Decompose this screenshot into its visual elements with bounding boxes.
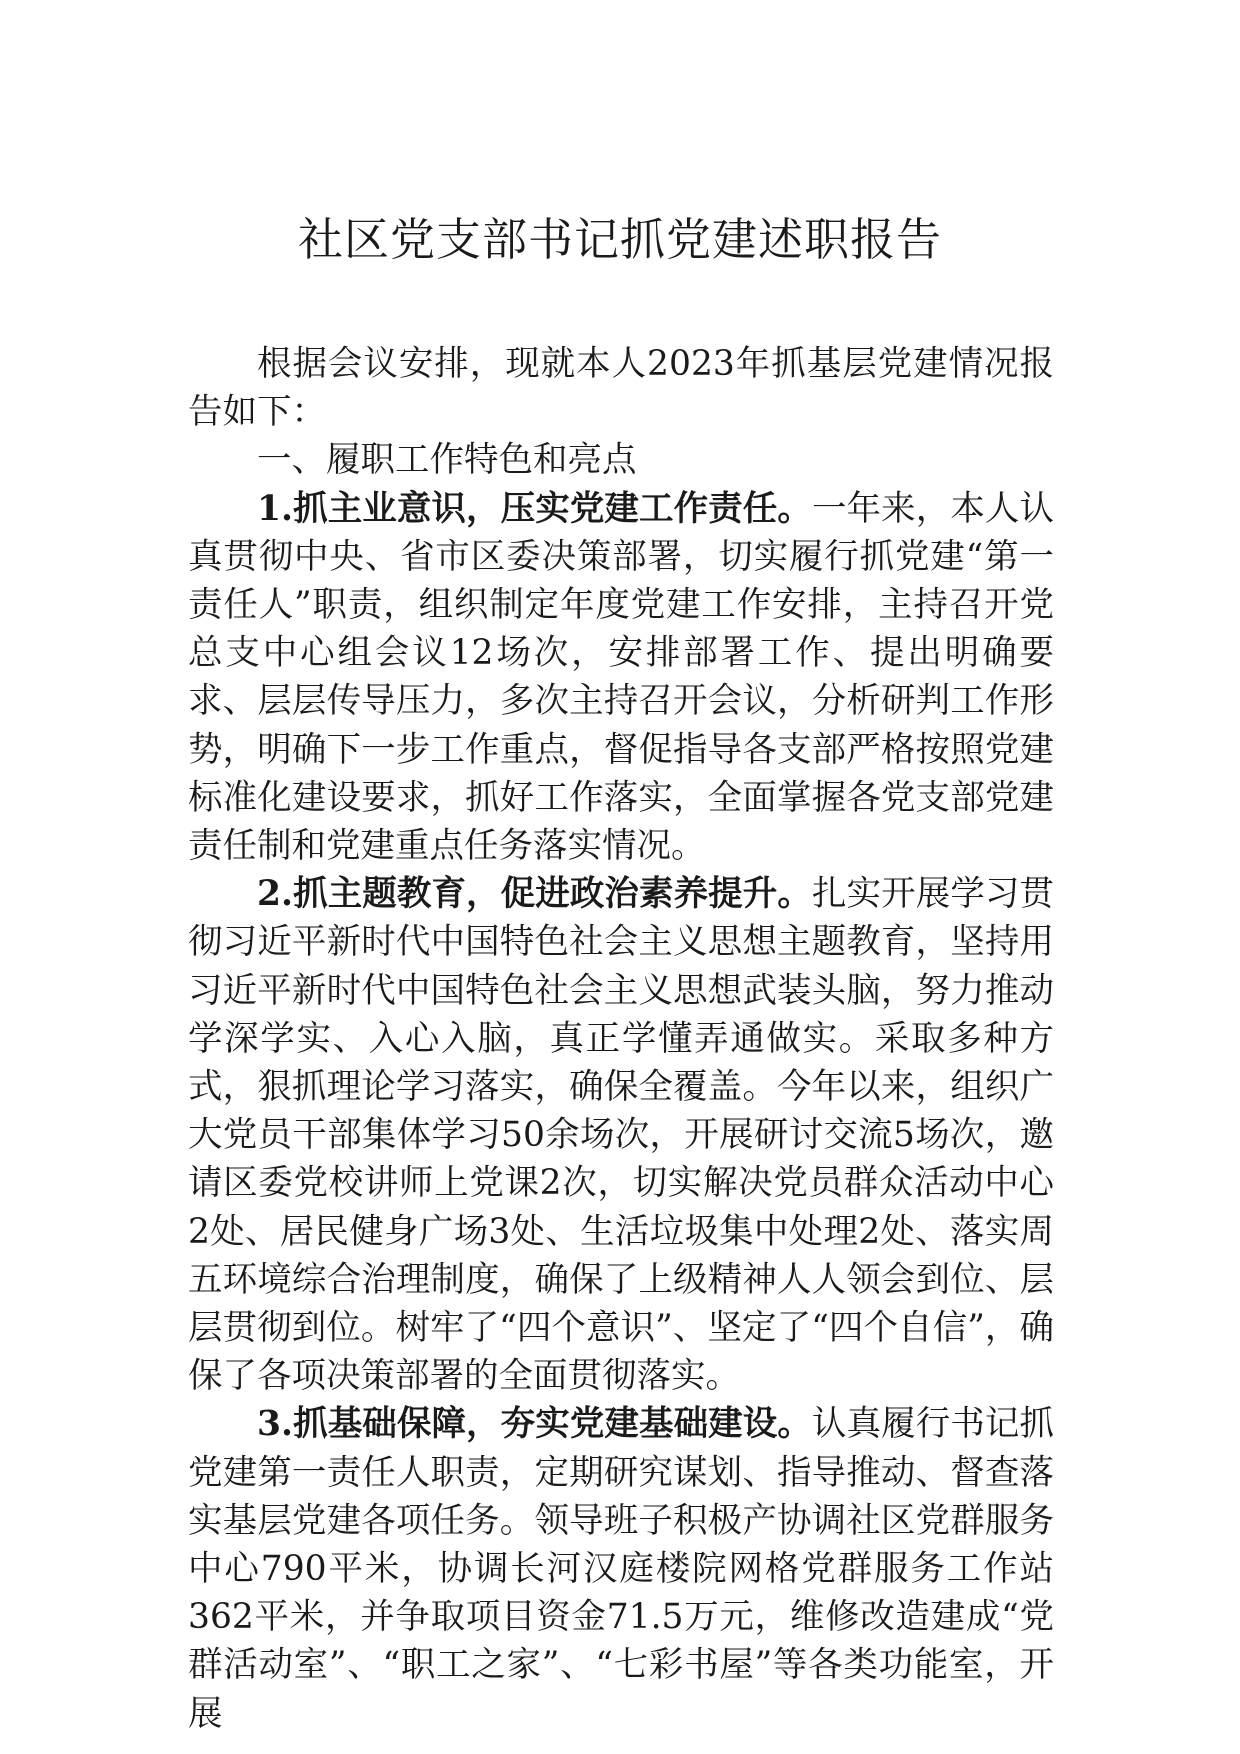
intro-paragraph: 根据会议安排，现就本人2023年抓基层党建情况报告如下：	[188, 344, 1054, 433]
section-heading: 一、履职工作特色和亮点	[257, 440, 637, 481]
paragraph-2-text: 扎实开展学习贯彻习近平新时代中国特色社会主义思想主题教育，坚持用习近平新时代中国特色社会主义思想武装头脑，努力推动学深学实、入心入脑，真正学懂弄通做实。采取多种方式，狠抓理论学习落实，确保全覆盖。今年以来，组织广大党员干部集体学习50余场次，开展研讨交流5场次，邀请区委党校讲师上党课2次，切实解决党员群众活动中心2处、居民健身广场3处、生活垃圾集中处理2处、落实周五环境综合治理制度，确保了上级精神人人领会到位、层层贯彻到位。树牢了“四个意识”、坚定了“四个自信”，确保了各项决策部署的全面贯彻落实。	[188, 874, 1055, 1397]
paragraph-1	[188, 485, 1054, 871]
paragraph-1-lead: 1.抓主业意识，压实党建工作责任。	[257, 488, 812, 529]
paragraph-1-text: 一年来，本人认真贯彻中央、省市区委决策部署，切实履行抓党建“第一责任人”职责，组织制定年度党建工作安排，主持召开党总支中心组会议12场次，安排部署工作、提出明确要求、层层传导压力，多次主持召开会议，分析研判工作形势，明确下一步工作重点，督促指导各支部严格按照党建标准化建设要求，抓好工作落实，全面掌握各党支部党建责任制和党建重点任务落实情况。	[188, 488, 1055, 867]
paragraph-2-lead: 2.抓主题教育，促进政治素养提升。	[257, 874, 812, 915]
paragraph-2	[188, 870, 1054, 1400]
paragraph-3-text: 认真履行书记抓党建第一责任人职责，定期研究谋划、指导推动、督查落实基层党建各项任务。领导班子积极产协调社区党群服务中心790平米，协调长河汉庭楼院网格党群服务工作站362平米，并争取项目资金71.5万元，维修改造建成“党群活动室”、“职工之家”、“七彩书屋”等各类功能室，开展	[188, 1404, 1055, 1734]
paragraph-3	[188, 1400, 1054, 1737]
document-body	[188, 340, 1054, 1738]
document-title: 社区党支部书记抓党建述职报告	[297, 213, 942, 266]
paragraph-3-lead: 3.抓基础保障，夯实党建基础建设。	[257, 1404, 812, 1445]
